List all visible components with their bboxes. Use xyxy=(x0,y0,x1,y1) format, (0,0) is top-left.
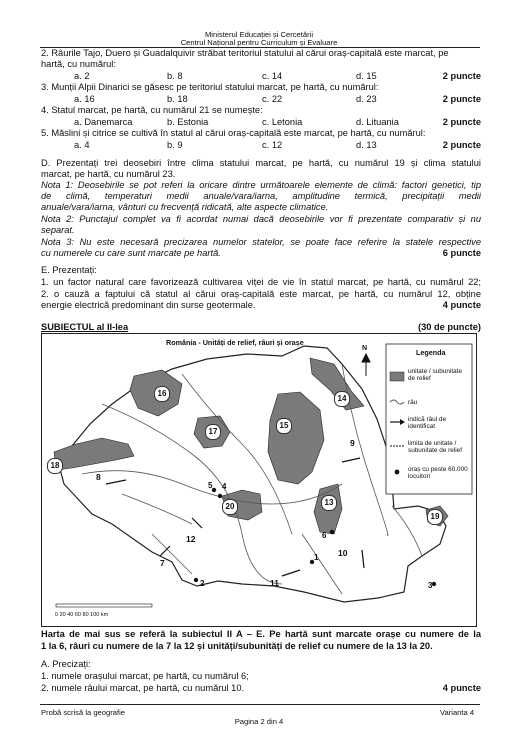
a-points: 4 puncte xyxy=(442,683,481,693)
q3-option-d: d. 23 xyxy=(356,94,377,104)
header-center: Centrul Național pentru Curriculum și Evaluare xyxy=(180,38,338,47)
relief-label-14: 14 xyxy=(334,391,350,407)
q4-option-c: c. Letonia xyxy=(262,117,303,127)
subject2-points: (30 de puncte) xyxy=(417,322,481,332)
q2-option-d: d. 15 xyxy=(356,71,377,81)
city-label-6: 6 xyxy=(322,531,327,540)
nota2-line-2: separat. xyxy=(41,225,75,235)
city-label-4: 4 xyxy=(222,482,227,491)
q2-points: 2 puncte xyxy=(442,71,481,81)
subject2-title: SUBIECTUL al II-lea xyxy=(41,322,129,332)
river-label-7: 7 xyxy=(160,558,165,568)
scale-label: 0 20 40 60 80 100 km xyxy=(55,612,109,618)
river-label-9: 9 xyxy=(350,438,355,448)
e-title: E. Prezentați: xyxy=(41,265,97,275)
d-points: 6 puncte xyxy=(442,248,481,258)
nota1-line-3: anuale/vara/iarna, vânturi cu frecvență ridicată, alte aspecte climatice. xyxy=(41,202,329,212)
a-item-2-row xyxy=(41,683,481,694)
legend-relief: unitate / subunitate de relief xyxy=(408,368,463,383)
q2-options xyxy=(41,71,481,82)
q5-option-a: a. 4 xyxy=(74,140,90,150)
legend-city: oraș cu peste 60.000 locuitori xyxy=(408,466,468,481)
nota1-line-1: Nota 1: Deosebirile se pot referi la oricare dintre următoarele elemente de climă: factori genetici, tip xyxy=(41,180,481,190)
footer-left: Probă scrisă la geografie xyxy=(41,708,125,717)
q3-option-a: a. 16 xyxy=(74,94,95,104)
q4-option-a: a. Danemarca xyxy=(74,117,133,127)
q3-text: 3. Munții Alpii Dinarici se găsesc pe teritoriul statului marcat, pe hartă, cu numărul: xyxy=(41,82,379,92)
subject2-header xyxy=(41,322,481,333)
q3-option-b: b. 18 xyxy=(167,94,188,104)
q5-option-d: d. 13 xyxy=(356,140,377,150)
q2-text-1: 2. Râurile Tajo, Duero și Guadalquivir străbat teritoriul statului al cărui oraș-capitală este marcat, pe xyxy=(41,48,449,58)
north-label: N xyxy=(362,345,368,352)
relief-label-20: 20 xyxy=(222,499,238,515)
q2-option-a: a. 2 xyxy=(74,71,90,81)
e-points: 4 puncte xyxy=(442,300,481,310)
e-item-1: 1. un factor natural care favorizează cultivarea viței de vie în statul marcat, pe hartă, cu numărul 22; xyxy=(41,277,481,287)
river-label-10: 10 xyxy=(338,548,348,558)
e-item-2-line-2: energie electrică predominant din surse geotermale. xyxy=(41,300,256,310)
map-caption-1: Harta de mai sus se referă la subiectul II A – E. Pe hartă sunt marcate orașe cu numere de la xyxy=(41,629,481,639)
relief-label-13: 13 xyxy=(321,495,337,511)
q3-points: 2 puncte xyxy=(442,94,481,104)
north-arrow-icon xyxy=(362,354,370,376)
q5-text: 5. Măslini și citrice se cultivă în statul al cărui oraș-capitală este marcat, pe hartă, cu numărul: xyxy=(41,128,426,138)
legend-river-id: indică râul de identificat xyxy=(408,416,447,431)
relief-label-18: 18 xyxy=(47,458,63,474)
q4-option-b: b. Estonia xyxy=(167,117,209,127)
relief-label-19: 19 xyxy=(427,509,443,525)
q4-option-d: d. Lituania xyxy=(356,117,399,127)
footer-page: Pagina 2 din 4 xyxy=(234,717,284,726)
scale-bar xyxy=(56,604,152,607)
q3-options xyxy=(41,94,481,105)
footer-rule xyxy=(40,704,480,705)
map-title: România - Unități de relief, râuri și orașe xyxy=(166,338,304,347)
nota2-line-1: Nota 2: Punctajul complet va fi acordat numai dacă deosebirile vor fi prezentate comparativ și nu xyxy=(41,214,481,224)
q5-option-b: b. 9 xyxy=(167,140,183,150)
river-label-12: 12 xyxy=(186,534,196,544)
q5-option-c: c. 12 xyxy=(262,140,283,150)
nota1-line-2: de climă, temperaturi medii anuale/vara/iarna, amplitudine termică, precipitații medii xyxy=(41,191,481,201)
relief-label-15: 15 xyxy=(276,418,292,434)
a-item-1: 1. numele orașului marcat, pe hartă, cu numărul 6; xyxy=(41,671,249,681)
header-ministry: Ministerul Educației și Cercetării xyxy=(204,30,314,39)
footer-right: Varianta 4 xyxy=(440,708,475,717)
nota3-line-2: cu numerele cu care sunt marcate pe hartă. xyxy=(41,248,221,258)
city-label-2: 2 xyxy=(200,579,205,588)
nota3-line-1: Nota 3: Nu este necesară precizarea numelor statelor, se poate face referire la statele respective xyxy=(41,237,481,247)
q4-text: 4. Statul marcat, pe hartă, cu numărul 21 se numește: xyxy=(41,105,263,115)
q2-option-b: b. 8 xyxy=(167,71,183,81)
d-line-2: marcat, pe hartă, cu numărul 23. xyxy=(41,169,176,179)
q5-points: 2 puncte xyxy=(442,140,481,150)
legend-boundary: limita de unitate / subunitate de relief xyxy=(408,440,463,455)
legend-river: râu xyxy=(408,399,418,406)
q5-options xyxy=(41,140,481,151)
city-label-1: 1 xyxy=(314,553,319,562)
e-item-2-row xyxy=(41,300,481,311)
river-label-11: 11 xyxy=(270,578,279,588)
e-item-2-line-1: 2. o cauză a faptului că statul al cărui oraș-capitală este marcat, pe hartă, cu numărul 12, obține xyxy=(41,289,481,299)
river-label-8: 8 xyxy=(96,472,101,482)
a-item-2: 2. numele râului marcat, pe hartă, cu numărul 10. xyxy=(41,683,245,693)
relief-label-16: 16 xyxy=(154,386,170,402)
q4-options xyxy=(41,117,481,128)
map-caption-2: 1 la 6, râuri cu numere de la 7 la 12 și unități/subunități de relief cu numere de la 13 la 20. xyxy=(41,641,433,651)
q2-text-2: hartă, cu numărul: xyxy=(41,59,116,69)
city-label-5: 5 xyxy=(208,481,213,490)
q2-option-c: c. 14 xyxy=(262,71,283,81)
city-label-3: 3 xyxy=(428,581,433,590)
romania-map xyxy=(41,333,477,627)
relief-label-17: 17 xyxy=(205,424,221,440)
nota3-line-2-row xyxy=(41,248,481,259)
d-line-1: D. Prezentați trei deosebiri între clima statului marcat, pe hartă, cu numărul 19 și clima statului xyxy=(41,158,481,168)
a-title: A. Precizați: xyxy=(41,659,91,669)
legend-title: Legenda xyxy=(416,348,446,357)
q3-option-c: c. 22 xyxy=(262,94,283,104)
q4-points: 2 puncte xyxy=(442,117,481,127)
